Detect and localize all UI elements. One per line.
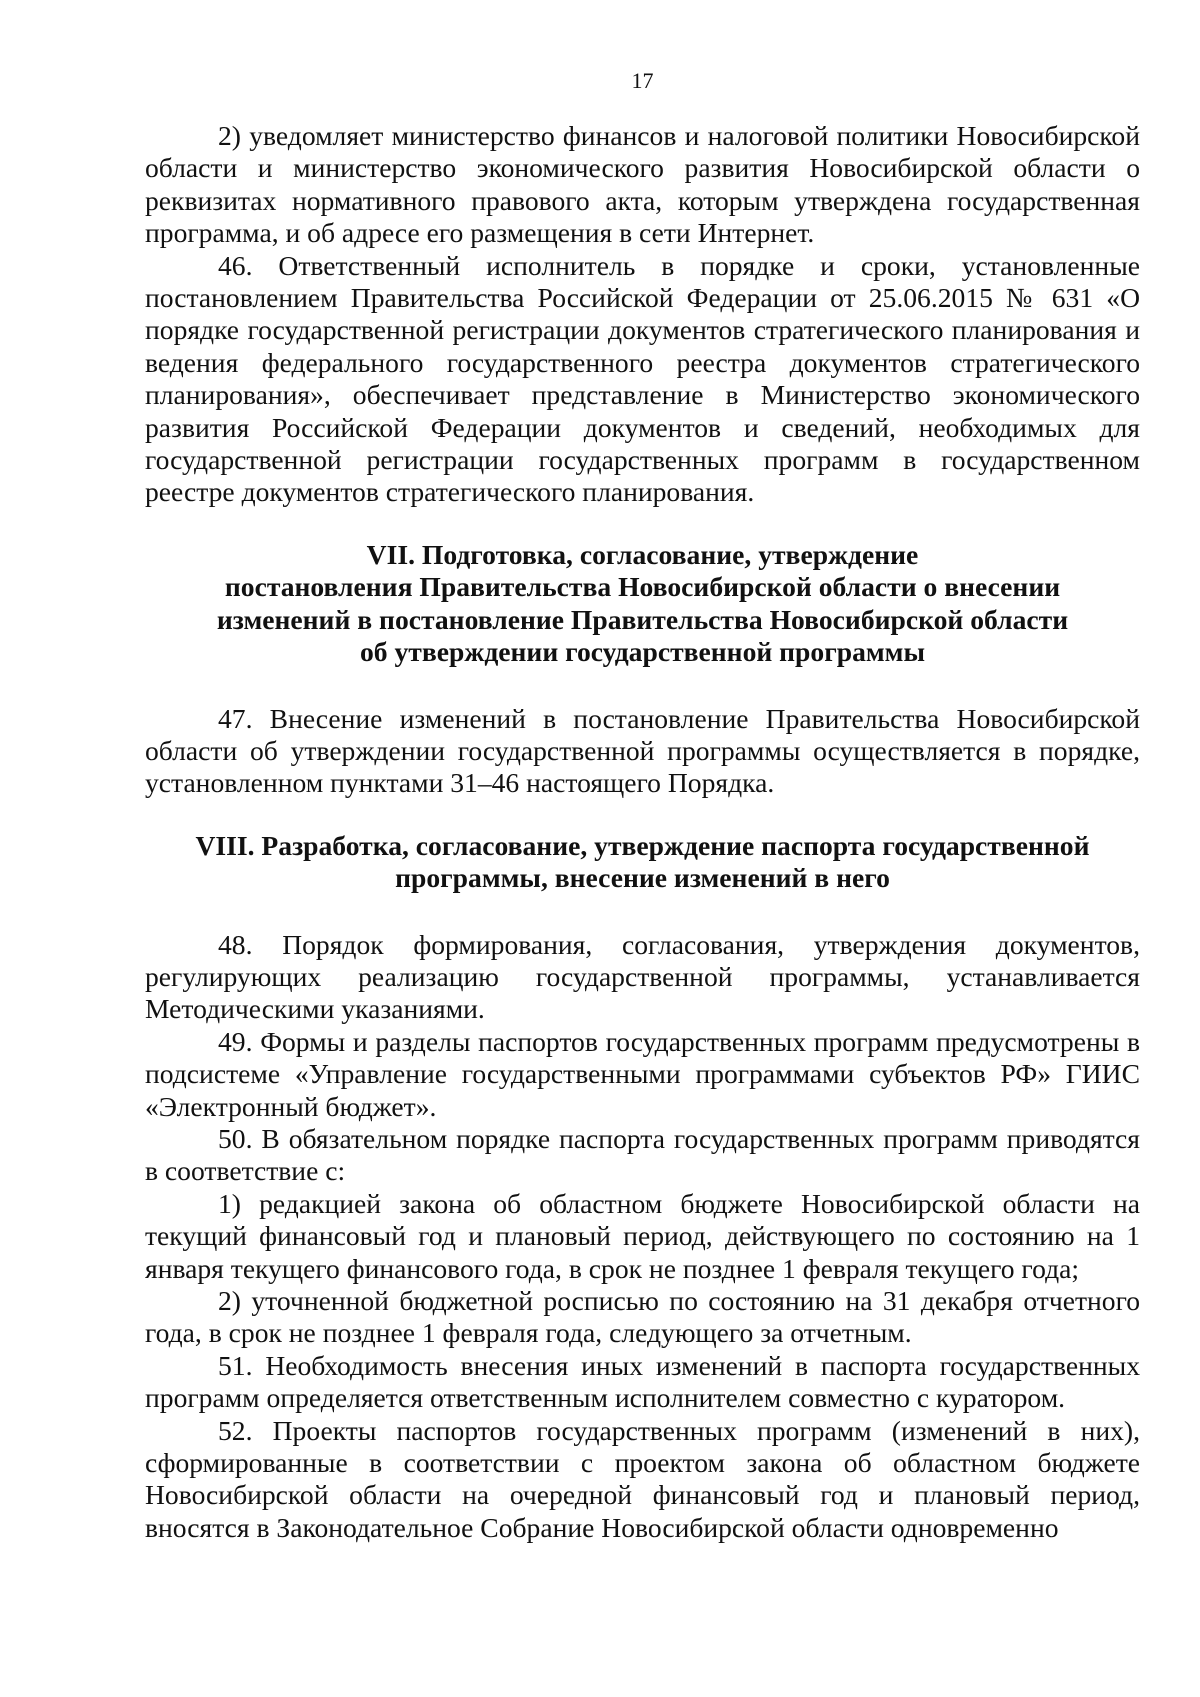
section-7-heading — [145, 539, 1140, 669]
paragraph-51: 51. Необходимость внесения иных изменений в паспорта государственных программ определяется ответственным исполнителем совместно с куратором. — [145, 1349, 1140, 1414]
section-8-heading — [145, 830, 1140, 895]
document-page — [145, 68, 1140, 1544]
section-8-heading-line: программы, внесение изменений в него — [395, 862, 890, 894]
paragraph-49: 49. Формы и разделы паспортов государственных программ предусмотрены в подсистеме «Управление государственными программами субъектов РФ» ГИИС «Электронный бюджет». — [145, 1025, 1140, 1122]
section-7-heading-line: изменений в постановление Правительства Новосибирской области — [216, 603, 1069, 635]
paragraph-50-2: 2) уточненной бюджетной росписью по состоянию на 31 декабря отчетного года, в срок не позднее 1 февраля года, следующего за отчетным. — [145, 1285, 1140, 1349]
page-number: 17 — [631, 68, 654, 93]
paragraph-47: 47. Внесение изменений в постановление Правительства Новосибирской области об утверждении государственной программы осуществляется в порядке, установленном пунктами 31–46 настоящего Порядка. — [145, 702, 1140, 799]
paragraph-45-2: 2) уведомляет министерство финансов и налоговой политики Новосибирской области и министерство экономического развития Новосибирской области о реквизитах нормативного правового акта, которым утверждена государственная программа, и об адресе его размещения в сети Интернет. — [145, 120, 1140, 249]
section-7-heading-line: об утверждении государственной программы — [359, 636, 926, 668]
section-7-heading-line: постановления Правительства Новосибирской области о внесении — [224, 571, 1061, 603]
paragraph-50-1: 1) редакцией закона об областном бюджете Новосибирской области на текущий финансовый год и плановый период, действующего по состоянию на 1 января текущего финансового года, в срок не позднее 1 февраля текущего года; — [145, 1187, 1140, 1284]
paragraph-48: 48. Порядок формирования, согласования, утверждения документов, регулирующих реализацию государственной программы, устанавливается Методическими указаниями. — [145, 928, 1140, 1025]
section-7-heading-line: VII. Подготовка, согласование, утверждение — [366, 538, 919, 570]
paragraph-50: 50. В обязательном порядке паспорта государственных программ приводятся в соответствие с: — [145, 1122, 1140, 1187]
paragraph-46: 46. Ответственный исполнитель в порядке и сроки, установленные постановлением Правительства Российской Федерации от 25.06.2015 № 631 «О порядке государственной регистрации документов стратегического планирования и ведения федерального государственного реестра документов стратегического планирования», обеспечивает представление в Министерство экономического развития Российской Федерации документов и сведений, необходимых для государственной регистрации государственных программ в государственном реестре документов стратегического планирования. — [145, 249, 1140, 508]
paragraph-52: 52. Проекты паспортов государственных программ (изменений в них), сформированные в соответствии с проектом закона об областном бюджете Новосибирской области на очередной финансовый год и плановый период, вносятся в Законодательное Собрание Новосибирской области одновременно — [145, 1414, 1140, 1543]
section-8-heading-line: VIII. Разработка, согласование, утверждение паспорта государственной — [195, 829, 1090, 861]
